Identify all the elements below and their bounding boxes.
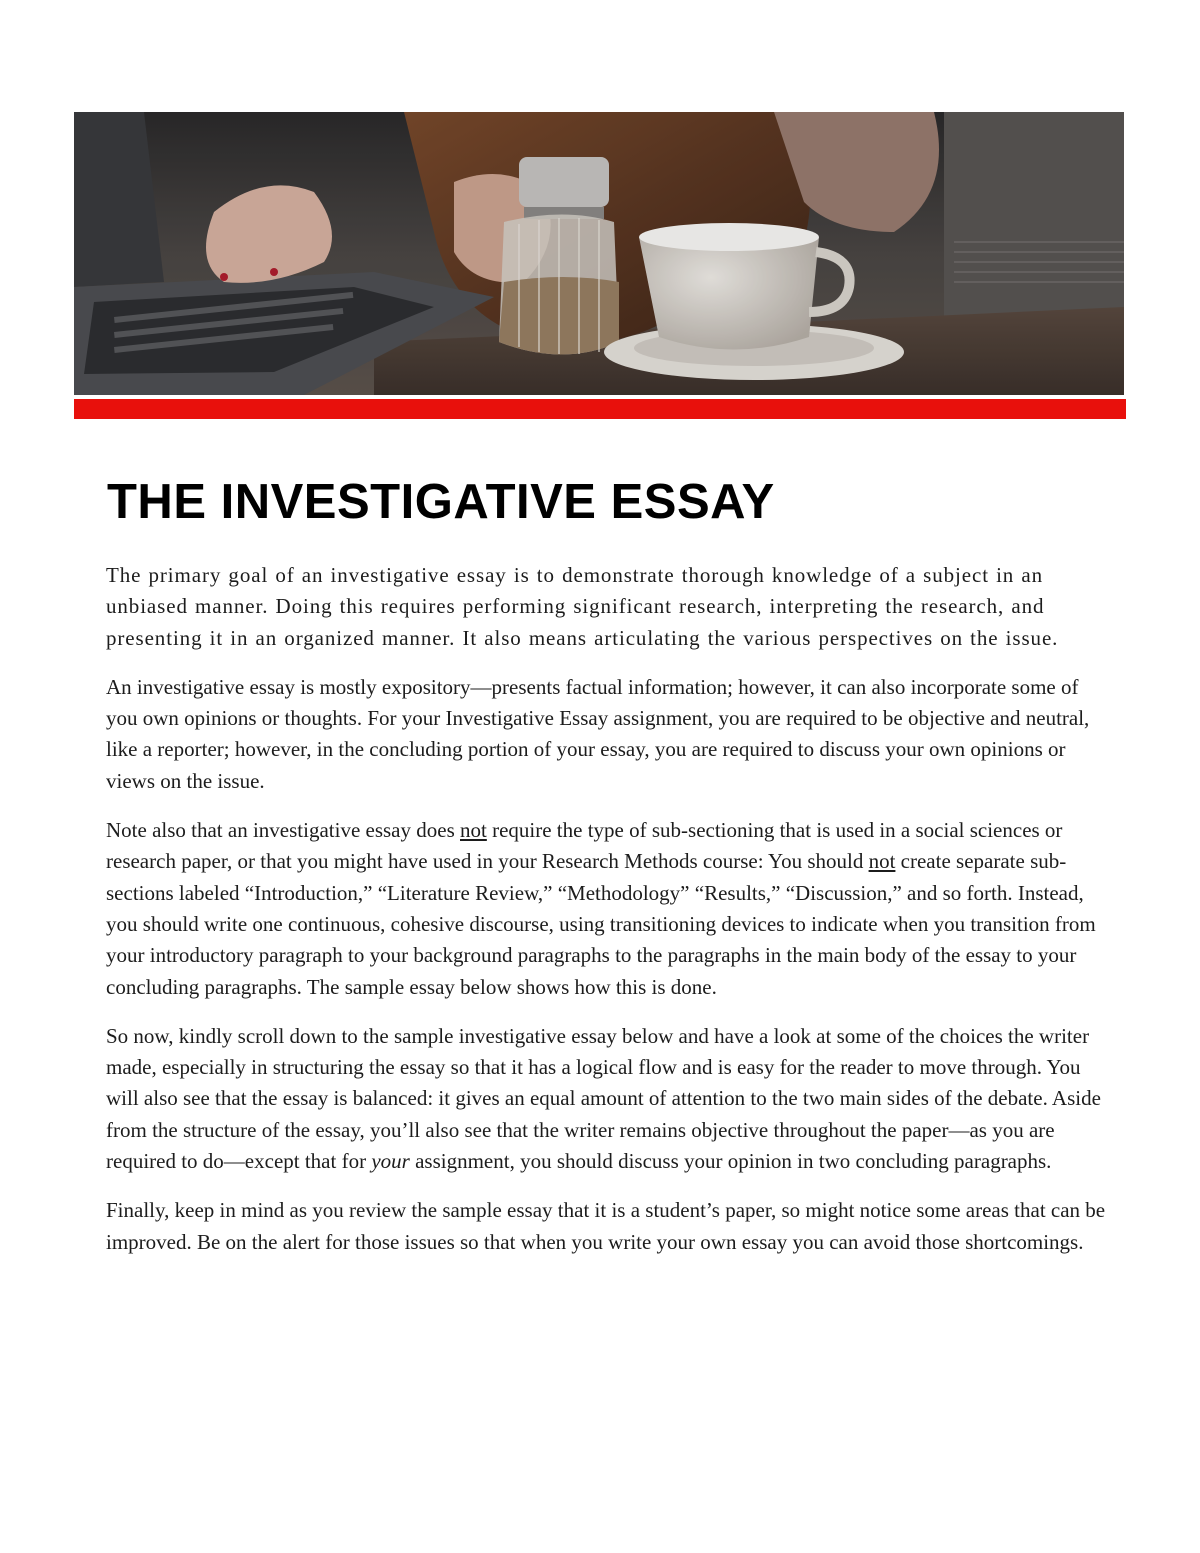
paragraph-5: Finally, keep in mind as you review the sample essay that it is a student’s paper, so might notice some areas that can be improved. Be on the alert for those issues so that when you write your own essay you can avoid those shortcomings. xyxy=(106,1198,1106,1254)
header-photo xyxy=(74,112,1124,395)
laptop-coffee-photo-icon xyxy=(74,112,1124,395)
paragraph-3 xyxy=(106,815,1106,1003)
document-body xyxy=(106,560,1106,1276)
paragraph-3-text-c: require the type of sub-sectioning that is used in a social sciences or research paper, or that you might have used in your Research Methods course: You should xyxy=(106,818,1063,874)
paragraph-4-text-c: assignment, you should discuss your opinion in two concluding paragraphs. xyxy=(409,1149,1052,1174)
paragraph-1: The primary goal of an investigative essay is to demonstrate thorough knowledge of a subject in an unbiased manner. Doing this requires performing significant research, interpreting the research, and presenting it in an organized manner. It also means articulating the various perspectives on the issue. xyxy=(106,563,1059,650)
emphasis-not-1: not xyxy=(460,818,487,843)
page-title: THE INVESTIGATIVE ESSAY xyxy=(107,475,775,529)
emphasis-not-2: not xyxy=(868,849,896,874)
accent-bar xyxy=(74,399,1126,419)
paragraph-3-text-e: create separate sub-sections labeled “Introduction,” “Literature Review,” “Methodology” “Results,” “Discussion,” and so forth. Instead, you should write one continuous, cohesive discourse, using transitioning devices to indicate when you transition from your introductory paragraph to your background paragraphs to the paragraphs in the main body of the essay to your concluding paragraphs. The sample essay below shows how this is done. xyxy=(106,849,1096,999)
paragraph-3-text-a: Note also that an investigative essay does xyxy=(106,818,460,843)
emphasis-your: your xyxy=(371,1149,410,1174)
paragraph-4 xyxy=(106,1021,1106,1177)
paragraph-4-text-a: So now, kindly scroll down to the sample investigative essay below and have a look at some of the choices the writer made, especially in structuring the essay so that it has a logical flow and is easy for the reader to move through. You will also see that the essay is balanced: it gives an equal amount of attention to the two main sides of the debate. Aside from the structure of the essay, you’ll also see that the writer remains objective throughout the paper—as you are required to do—except that for xyxy=(106,1023,1101,1174)
paragraph-2: An investigative essay is mostly expository—presents factual information; however, it can also incorporate some of you own opinions or thoughts. For your Investigative Essay assignment, you are required to be objective and neutral, like a reporter; however, in the concluding portion of your essay, you are required to discuss your own opinions or views on the issue. xyxy=(106,674,1090,793)
